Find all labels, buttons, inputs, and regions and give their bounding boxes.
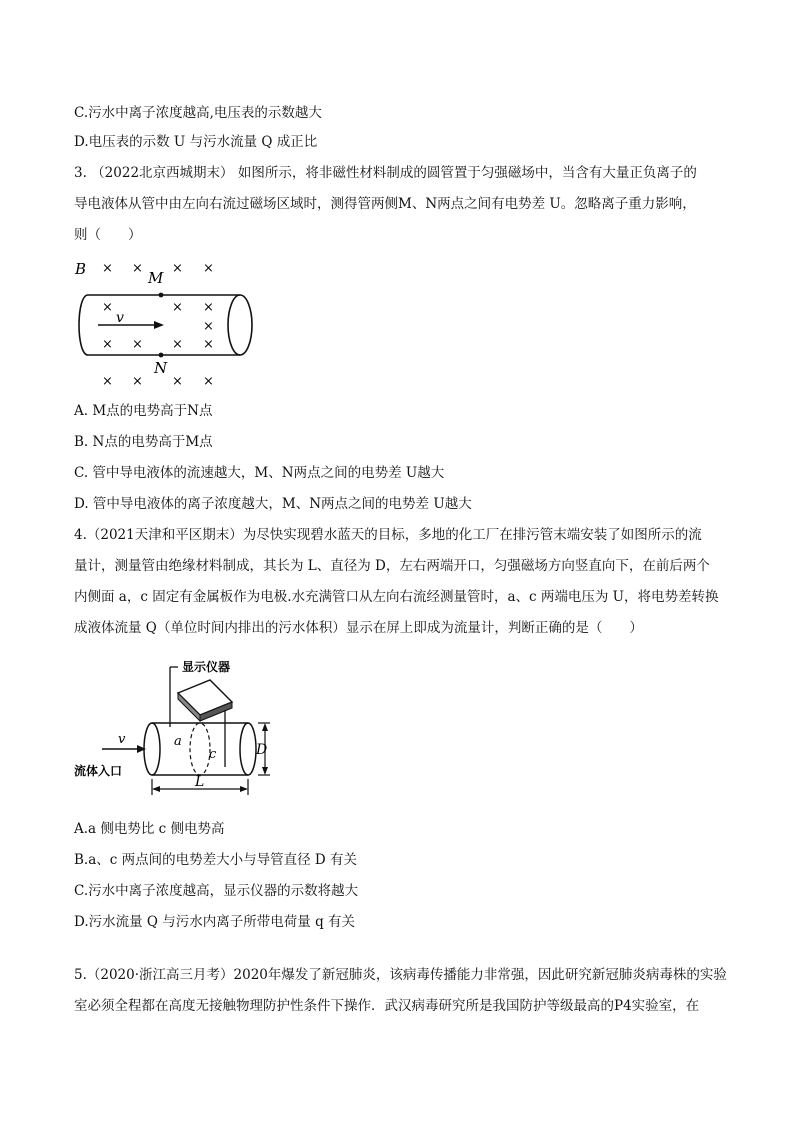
field-mark: × <box>102 261 113 276</box>
q3-option-b: B. N点的电势高于M点 <box>74 434 213 450</box>
q3-option-c: C. 管中导电液体的流速越大，M、N两点之间的电势差 U越大 <box>74 465 445 481</box>
point-M-dot <box>159 293 164 298</box>
pipe-right-opening <box>240 723 256 775</box>
field-mark: × <box>172 261 183 276</box>
q4-stem-line1: 4.（2021天津和平区期末）为尽快实现碧水蓝天的目标，多地的化工厂在排污管末端安装了如图所示的流 <box>74 527 702 543</box>
field-mark: × <box>132 374 143 389</box>
pipe-left-opening <box>144 723 160 775</box>
label-L: L <box>195 774 205 790</box>
dim-D-arrow-up <box>262 723 268 731</box>
dim-L-arrow-right <box>240 786 248 792</box>
q4-figure-flowmeter <box>70 655 290 805</box>
q3-option-d: D. 管中导电液体的离子浓度越大，M、N两点之间的电势差 U越大 <box>74 496 472 512</box>
dim-D-arrow-down <box>262 767 268 775</box>
field-mark: × <box>172 337 183 352</box>
field-mark: × <box>203 374 214 389</box>
field-mark: × <box>102 374 113 389</box>
field-mark: × <box>203 261 214 276</box>
field-mark: × <box>203 300 214 315</box>
pipe-left-end <box>79 295 88 355</box>
q4-option-c: C.污水中离子浓度越高，显示仪器的示数将越大 <box>74 883 359 899</box>
q4-stem-line4: 成液体流量 Q（单位时间内排出的污水体积）显示在屏上即成为流量计，判断正确的是（ ） <box>74 620 643 636</box>
q4-label-v: v <box>118 732 126 747</box>
q4-stem-line2: 量计，测量管由绝缘材料制成，其长为 L、直径为 D，左右两端开口，匀强磁场方向竖直向下，在前后两个 <box>74 558 710 574</box>
field-mark: × <box>172 374 183 389</box>
q3-stem-line3: 则（ ） <box>74 227 142 243</box>
q3-label-B: B <box>75 260 87 278</box>
dim-L-arrow-left <box>152 786 160 792</box>
field-mark: × <box>102 337 113 352</box>
field-mark: × <box>132 337 143 352</box>
label-c: c <box>209 747 217 762</box>
point-N-dot <box>159 353 164 358</box>
q5-stem-line2: 室必须全程都在高度无接触物理防护性条件下操作．武汉病毒研究所是我国防护等级最高的P4实验室，在 <box>74 998 700 1014</box>
pipe-body <box>152 723 248 775</box>
q3-stem-line2: 导电液体从管中由左向右流过磁场区域时，测得管两侧M、N两点之间有电势差 U。忽略离子重力影响， <box>74 196 696 212</box>
q3-label-v: v <box>116 310 124 326</box>
q4-stem-line3: 内侧面 a，c 固定有金属板作为电极.水充满管口从左向右流经测量管时，a、c 两端电压为 U，将电势差转换 <box>74 589 719 605</box>
q3-label-N: N <box>154 359 168 377</box>
q3-label-M: M <box>148 269 164 287</box>
q4-option-d: D.污水流量 Q 与污水内离子所带电荷量 q 有关 <box>74 914 356 930</box>
field-mark: × <box>203 337 214 352</box>
prev-option-c: C.污水中离子浓度越高,电压表的示数越大 <box>74 105 322 121</box>
q3-stem-line1: 3. （2022北京西城期末） 如图所示，将非磁性材料制成的圆管置于匀强磁场中，当含有大量正负离子的 <box>74 165 697 181</box>
velocity-arrowhead <box>154 321 164 329</box>
pipe-right-opening <box>228 295 252 355</box>
field-mark: × <box>172 300 183 315</box>
prev-option-d: D.电压表的示数 U 与污水流量 Q 成正比 <box>74 134 318 150</box>
inlet-label: 流体入口 <box>74 764 123 778</box>
q4-option-a: A.a 侧电势比 c 侧电势高 <box>74 821 225 837</box>
q3-option-a: A. M点的电势高于N点 <box>74 403 213 419</box>
field-mark: × <box>102 300 113 315</box>
q3-figure-pipe-in-field <box>70 255 270 390</box>
label-a: a <box>174 734 182 749</box>
q4-option-b: B.a、c 两点间的电势差大小与导管直径 D 有关 <box>74 852 358 868</box>
label-D: D <box>256 742 268 758</box>
field-mark: × <box>132 261 143 276</box>
q5-stem-line1: 5.（2020·浙江高三月考）2020年爆发了新冠肺炎，该病毒传播能力非常强，因此研究新冠肺炎病毒株的实验 <box>74 967 727 983</box>
field-mark: × <box>203 319 214 334</box>
display-label: 显示仪器 <box>182 660 231 674</box>
cross-section <box>190 723 210 775</box>
